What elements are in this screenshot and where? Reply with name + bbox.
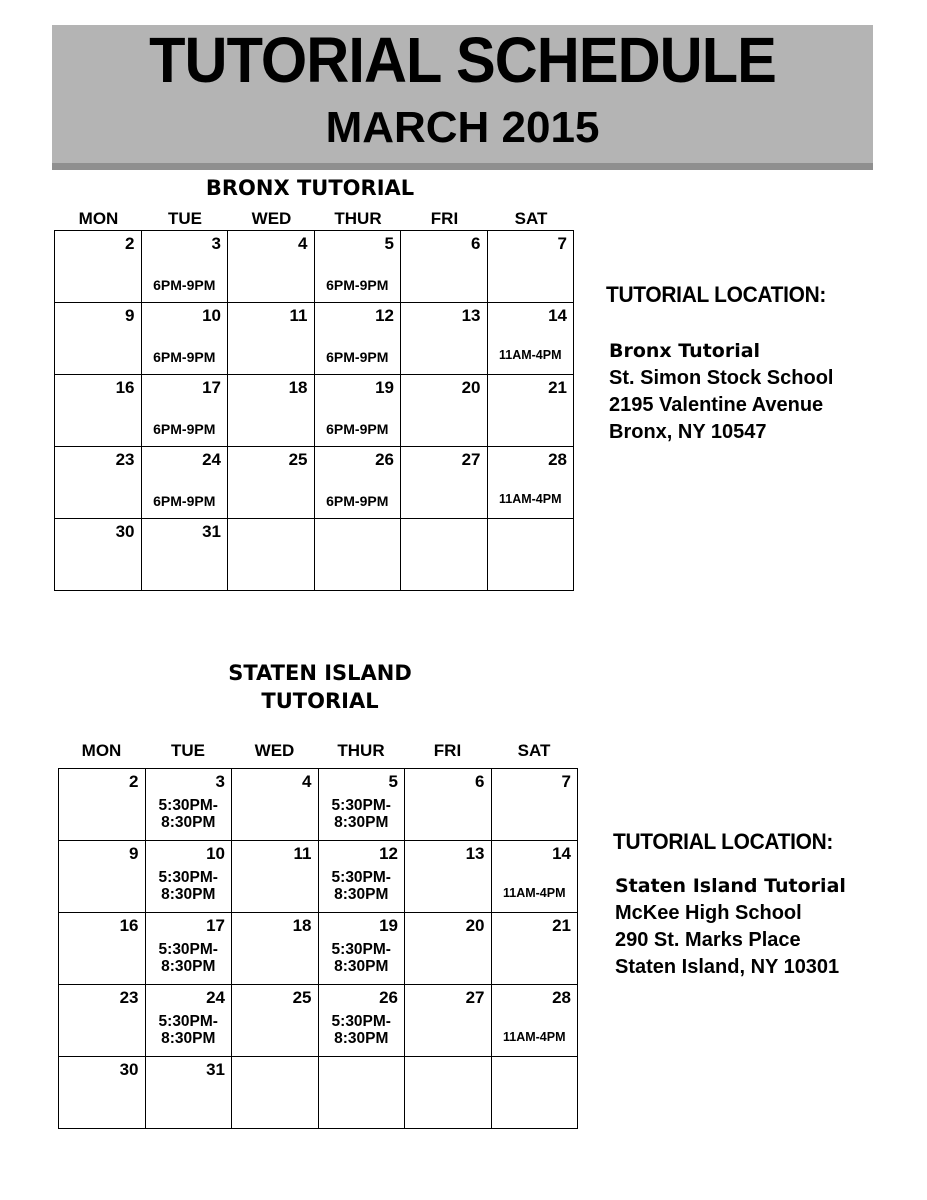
tutorial-time: 5:30PM- 8:30PM <box>331 797 391 831</box>
calendar-day-number: 17 <box>206 916 225 935</box>
weekday-label: TUE <box>171 741 205 760</box>
calendar-day-number: 3 <box>215 772 225 791</box>
location-name: Staten Island Tutorial <box>615 875 846 897</box>
calendar-day-cell <box>228 447 315 519</box>
calendar-day-number: 18 <box>292 916 312 935</box>
tutorial-time: 5:30PM- 8:30PM <box>331 869 391 903</box>
calendar-day-cell <box>232 985 319 1057</box>
calendar-day-cell <box>232 1057 319 1129</box>
calendar-day-cell <box>405 985 492 1057</box>
calendar-day-cell <box>487 447 574 519</box>
calendar-day-number: 28 <box>552 988 571 1007</box>
calendar-day-cell <box>145 769 232 841</box>
calendar-day-cell <box>491 769 578 841</box>
calendar-day-cell <box>141 375 228 447</box>
calendar-day-cell <box>314 519 401 591</box>
calendar-day-cell <box>141 231 228 303</box>
staten-island-calendar <box>58 768 578 1129</box>
tutorial-time: 6PM-9PM <box>326 421 389 437</box>
calendar-day-cell <box>405 913 492 985</box>
calendar-day-number: 23 <box>119 988 139 1007</box>
calendar-day-number: 17 <box>202 378 221 397</box>
calendar-day-cell <box>141 519 228 591</box>
calendar-week-row <box>55 375 574 447</box>
calendar-day-number: 5 <box>384 234 394 253</box>
tutorial-time: 5:30PM- 8:30PM <box>158 869 218 903</box>
calendar-day-number: 4 <box>302 772 312 791</box>
calendar-day-cell <box>487 519 574 591</box>
calendar-week-row <box>55 447 574 519</box>
calendar-day-cell <box>491 1057 578 1129</box>
calendar-day-number: 10 <box>206 844 225 863</box>
calendar-day-cell <box>232 841 319 913</box>
section-title-line: STATEN ISLAND <box>228 661 412 685</box>
calendar-week-row <box>59 1057 578 1129</box>
calendar-day-cell <box>55 303 142 375</box>
calendar-week-row <box>59 913 578 985</box>
calendar-day-cell <box>491 985 578 1057</box>
calendar-day-cell <box>487 231 574 303</box>
calendar-day-number: 25 <box>288 450 308 469</box>
tutorial-time: 5:30PM- 8:30PM <box>158 797 218 831</box>
calendar-day-number: 31 <box>206 1060 225 1079</box>
bronx-section-title: BRONX TUTORIAL <box>205 176 415 200</box>
calendar-day-cell <box>401 519 488 591</box>
calendar-week-row <box>59 769 578 841</box>
calendar-day-number: 24 <box>202 450 221 469</box>
calendar-week-row <box>59 841 578 913</box>
page-title: TUTORIAL SCHEDULE <box>149 24 776 96</box>
weekday-label: SAT <box>514 209 548 228</box>
tutorial-time: 6PM-9PM <box>153 493 216 509</box>
calendar-day-cell <box>145 985 232 1057</box>
tutorial-time: 6PM-9PM <box>153 349 216 365</box>
calendar-day-number: 14 <box>552 844 571 863</box>
location-name: Bronx Tutorial <box>609 340 761 362</box>
tutorial-time: 5:30PM- 8:30PM <box>331 1013 391 1047</box>
calendar-day-cell <box>59 913 146 985</box>
calendar-day-number: 27 <box>465 988 485 1007</box>
tutorial-time: 11AM-4PM <box>498 492 562 506</box>
calendar-day-number: 10 <box>202 306 221 325</box>
calendar-day-cell <box>141 447 228 519</box>
calendar-day-number: 19 <box>379 916 398 935</box>
calendar-day-number: 21 <box>548 378 567 397</box>
staten-island-section-title <box>160 659 480 715</box>
bronx-weekday-header <box>55 209 574 229</box>
calendar-day-number: 23 <box>115 450 135 469</box>
calendar-day-number: 21 <box>552 916 571 935</box>
calendar-day-cell <box>314 375 401 447</box>
calendar-day-cell <box>145 841 232 913</box>
month-title: MARCH 2015 <box>325 103 600 152</box>
calendar-day-cell <box>318 985 405 1057</box>
calendar-day-cell <box>145 1057 232 1129</box>
calendar-day-number: 12 <box>375 306 394 325</box>
calendar-day-cell <box>487 303 574 375</box>
staten-island-location-address <box>615 873 846 981</box>
calendar-day-cell <box>401 303 488 375</box>
calendar-day-number: 4 <box>298 234 308 253</box>
tutorial-time: 6PM-9PM <box>326 493 389 509</box>
calendar-day-cell <box>318 913 405 985</box>
calendar-day-number: 2 <box>125 234 135 253</box>
calendar-day-cell <box>145 913 232 985</box>
calendar-day-number: 11 <box>293 844 312 863</box>
weekday-label: WED <box>254 741 295 760</box>
calendar-day-cell <box>55 519 142 591</box>
calendar-day-cell <box>232 913 319 985</box>
tutorial-time: 6PM-9PM <box>326 277 389 293</box>
calendar-week-row <box>55 303 574 375</box>
tutorial-time: 11AM-4PM <box>502 886 566 900</box>
calendar-day-number: 25 <box>292 988 312 1007</box>
weekday-label: SAT <box>517 741 551 760</box>
tutorial-time: 6PM-9PM <box>153 421 216 437</box>
calendar-week-row <box>55 519 574 591</box>
calendar-day-cell <box>141 303 228 375</box>
calendar-day-number: 30 <box>119 1060 139 1079</box>
tutorial-time: 6PM-9PM <box>153 277 216 293</box>
calendar-day-cell <box>55 447 142 519</box>
calendar-day-number: 16 <box>115 378 135 397</box>
calendar-day-number: 14 <box>548 306 567 325</box>
calendar-day-cell <box>59 1057 146 1129</box>
location-street: 2195 Valentine Avenue <box>609 394 824 416</box>
calendar-day-number: 12 <box>379 844 398 863</box>
calendar-day-number: 9 <box>125 306 135 325</box>
calendar-day-number: 3 <box>211 234 221 253</box>
calendar-day-cell <box>487 375 574 447</box>
weekday-label: TUE <box>168 209 202 228</box>
staten-island-weekday-header <box>58 741 577 761</box>
tutorial-time: 11AM-4PM <box>498 348 562 362</box>
calendar-day-number: 13 <box>465 844 485 863</box>
calendar-day-number: 26 <box>379 988 398 1007</box>
calendar-day-cell <box>228 375 315 447</box>
calendar-day-cell <box>59 985 146 1057</box>
calendar-day-number: 13 <box>461 306 481 325</box>
calendar-day-number: 7 <box>557 234 567 253</box>
bronx-calendar <box>54 230 574 591</box>
calendar-day-cell <box>491 913 578 985</box>
calendar-day-cell <box>314 231 401 303</box>
calendar-day-cell <box>318 841 405 913</box>
weekday-label: THUR <box>334 209 382 228</box>
calendar-day-cell <box>401 375 488 447</box>
calendar-day-cell <box>228 303 315 375</box>
tutorial-time: 5:30PM- 8:30PM <box>158 1013 218 1047</box>
calendar-day-number: 27 <box>461 450 481 469</box>
weekday-label: FRI <box>430 209 459 228</box>
calendar-day-cell <box>401 231 488 303</box>
calendar-day-number: 6 <box>475 772 485 791</box>
calendar-day-cell <box>55 231 142 303</box>
calendar-day-cell <box>405 841 492 913</box>
calendar-week-row <box>55 231 574 303</box>
location-city: Staten Island, NY 10301 <box>615 956 840 978</box>
calendar-day-number: 24 <box>206 988 225 1007</box>
bronx-location-address <box>609 338 833 446</box>
calendar-day-number: 31 <box>202 522 221 541</box>
calendar-day-cell <box>232 769 319 841</box>
calendar-day-number: 9 <box>129 844 139 863</box>
tutorial-time: 6PM-9PM <box>326 349 389 365</box>
calendar-week-row <box>59 985 578 1057</box>
weekday-label: MON <box>81 741 122 760</box>
calendar-day-number: 2 <box>129 772 139 791</box>
calendar-day-cell <box>405 1057 492 1129</box>
calendar-day-cell <box>401 447 488 519</box>
bronx-location-heading: TUTORIAL LOCATION: <box>606 282 827 307</box>
calendar-day-number: 7 <box>561 772 571 791</box>
location-school: McKee High School <box>615 902 802 924</box>
location-city: Bronx, NY 10547 <box>609 421 767 443</box>
calendar-day-cell <box>228 519 315 591</box>
location-school: St. Simon Stock School <box>609 367 834 389</box>
header-banner <box>52 25 873 170</box>
calendar-day-number: 19 <box>375 378 394 397</box>
tutorial-time: 5:30PM- 8:30PM <box>331 941 391 975</box>
section-title-line: TUTORIAL <box>261 689 379 713</box>
staten-island-location-heading: TUTORIAL LOCATION: <box>613 829 834 854</box>
calendar-day-cell <box>314 303 401 375</box>
calendar-day-cell <box>59 769 146 841</box>
weekday-label: MON <box>78 209 119 228</box>
tutorial-time: 5:30PM- 8:30PM <box>158 941 218 975</box>
calendar-day-number: 11 <box>289 306 308 325</box>
calendar-day-cell <box>228 231 315 303</box>
calendar-day-number: 18 <box>288 378 308 397</box>
calendar-day-number: 5 <box>388 772 398 791</box>
weekday-label: THUR <box>337 741 385 760</box>
calendar-day-cell <box>491 841 578 913</box>
weekday-label: WED <box>251 209 292 228</box>
calendar-day-number: 6 <box>471 234 481 253</box>
calendar-day-cell <box>405 769 492 841</box>
weekday-label: FRI <box>433 741 462 760</box>
calendar-day-number: 20 <box>461 378 481 397</box>
calendar-day-number: 30 <box>115 522 135 541</box>
calendar-day-cell <box>59 841 146 913</box>
calendar-day-cell <box>318 769 405 841</box>
calendar-day-number: 20 <box>465 916 485 935</box>
tutorial-time: 11AM-4PM <box>502 1030 566 1044</box>
calendar-day-number: 16 <box>119 916 139 935</box>
location-street: 290 St. Marks Place <box>615 929 801 951</box>
calendar-day-number: 26 <box>375 450 394 469</box>
calendar-day-cell <box>55 375 142 447</box>
calendar-day-number: 28 <box>548 450 567 469</box>
calendar-day-cell <box>314 447 401 519</box>
calendar-day-cell <box>318 1057 405 1129</box>
